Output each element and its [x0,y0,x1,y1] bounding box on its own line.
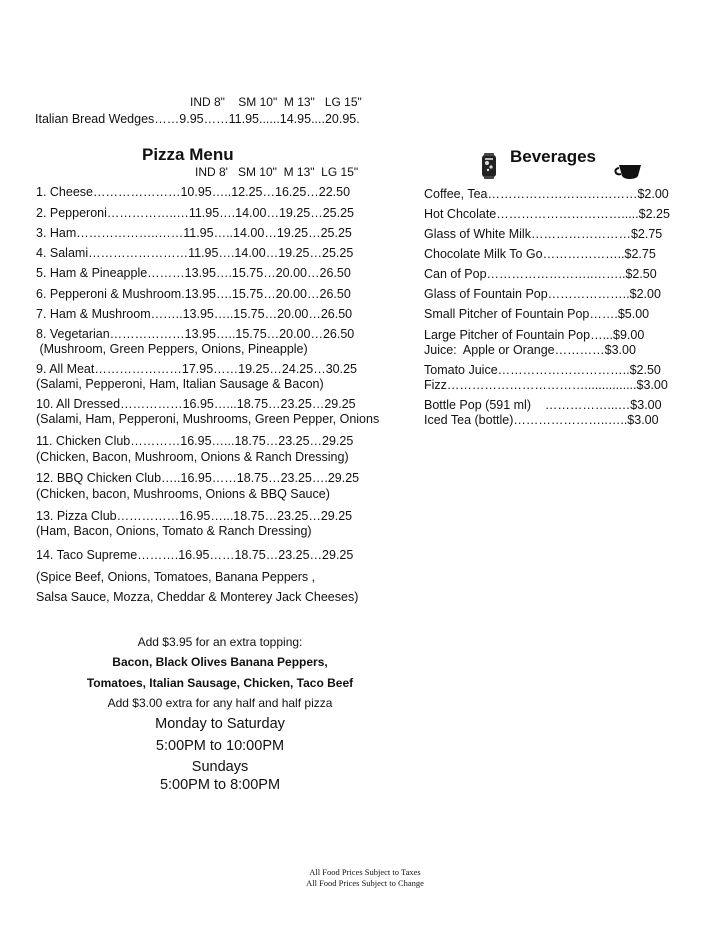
beverage-item: Fizz……………………………...............$3.00 [424,378,668,392]
beverage-item: Hot Chcolate………………………….....$2.25 [424,207,670,221]
beverage-item: Juice: Apple or Orange…………$3.00 [424,343,636,357]
pizza-item: 13. Pizza Club……………16.95…...18.75…23.25…29.25 [36,509,353,523]
hours-weekdays: Monday to Saturday [155,716,285,732]
beverage-item: Chocolate Milk To Go………………..$2.75 [424,247,656,261]
footer-taxes-note: All Food Prices Subject to Taxes [309,867,421,877]
hours-sundays-time: 5:00PM to 8:00PM [159,777,281,793]
pizza-item: 9. All Meat…………………17.95……19.25…24.25…30.25 [36,362,357,376]
beverage-item: Glass of Fountain Pop………………..$2.00 [424,287,661,301]
hours-weekdays-time: 5:00PM to 10:00PM [155,738,285,754]
pizza-item: 7. Ham & Mushroom……..13.95…..15.75…20.00…26.50 [36,307,353,321]
hours-sundays: Sundays [191,759,249,775]
pizza-item: 10. All Dressed……………16.95…...18.75…23.25…29.25 [36,397,356,411]
pizza-item: 4. Salami……………………11.95….14.00…19.25…25.25 [36,246,354,260]
extras-toppings-line1: Bacon, Black Olives Banana Peppers, [112,655,328,669]
pizza-item: 5. Ham & Pineapple………13.95….15.75…20.00…26.50 [36,266,351,280]
pizza-sizes-header: IND 8' SM 10" M 13" LG 15" [195,165,359,179]
pizza-item-desc: Salsa Sauce, Mozza, Cheddar & Monterey Jack Cheeses) [36,590,359,604]
coffee-cup-icon [604,145,645,186]
pizza-menu-title: Pizza Menu [142,145,234,164]
extras-half-half: Add $3.00 extra for any half and half pizza [107,696,333,710]
beverage-item: Coffee, Tea………………………………$2.00 [424,187,669,201]
pizza-item-desc: (Mushroom, Green Peppers, Onions, Pineapple) [36,342,308,356]
bread-sizes-header: IND 8" SM 10" M 13" LG 15" [190,95,362,109]
pizza-item-desc: (Chicken, bacon, Mushrooms, Onions & BBQ Sauce) [36,487,330,501]
pizza-item: 3. Ham………………..……11.95…..14.00…19.25…25.25 [36,226,352,240]
beverage-item: Tomato Juice…………………………..$2.50 [424,363,661,377]
extras-toppings-line2: Tomatoes, Italian Sausage, Chicken, Taco Beef [86,676,354,690]
pizza-item-desc: (Salami, Ham, Pepperoni, Mushrooms, Green Pepper, Onions [36,412,380,426]
pizza-item-desc: (Salami, Pepperoni, Ham, Italian Sausage & Bacon) [36,377,324,391]
pizza-item-desc: (Chicken, Bacon, Mushroom, Onions & Ranch Dressing) [36,450,349,464]
pop-can-icon [470,134,499,185]
pizza-item: 8. Vegetarian………………13.95…..15.75…20.00…26.50 [36,327,355,341]
beverage-item: Iced Tea (bottle)…………………..…..$3.00 [424,413,659,427]
beverage-item: Small Pitcher of Fountain Pop…….$5.00 [424,307,650,321]
beverages-title: Beverages [510,147,597,166]
pizza-item: 6. Pepperoni & Mushroom.13.95….15.75…20.00…26.50 [36,287,351,301]
footer-change-note: All Food Prices Subject to Change [306,878,424,888]
pizza-item: 11. Chicken Club…………16.95…...18.75…23.25…29.25 [36,434,354,448]
pizza-item: 14. Taco Supreme……….16.95……18.75…23.25…29.25 [36,548,354,562]
beverage-item: Large Pitcher of Fountain Pop…...$9.00 [424,328,645,342]
pizza-item: 2. Pepperoni……………..…11.95….14.00…19.25…25.25 [36,206,354,220]
pizza-item: 1. Cheese…………………10.95…..12.25…16.25…22.50 [36,185,351,199]
beverage-item: Can of Pop……………………..……..$2.50 [424,267,657,281]
beverage-item: Glass of White Milk……………………$2.75 [424,227,663,241]
pizza-item-desc: (Ham, Bacon, Onions, Tomato & Ranch Dressing) [36,524,312,538]
bread-line: Italian Bread Wedges……9.95……11.95......14.95....20.95. [35,112,360,126]
extras-topping-price: Add $3.95 for an extra topping: [137,635,303,649]
beverage-item: Bottle Pop (591 ml) ……………...…$3.00 [424,398,662,412]
pizza-item: 12. BBQ Chicken Club…..16.95……18.75…23.25….29.25 [36,471,360,485]
pizza-item-desc: (Spice Beef, Onions, Tomatoes, Banana Peppers , [36,570,316,584]
